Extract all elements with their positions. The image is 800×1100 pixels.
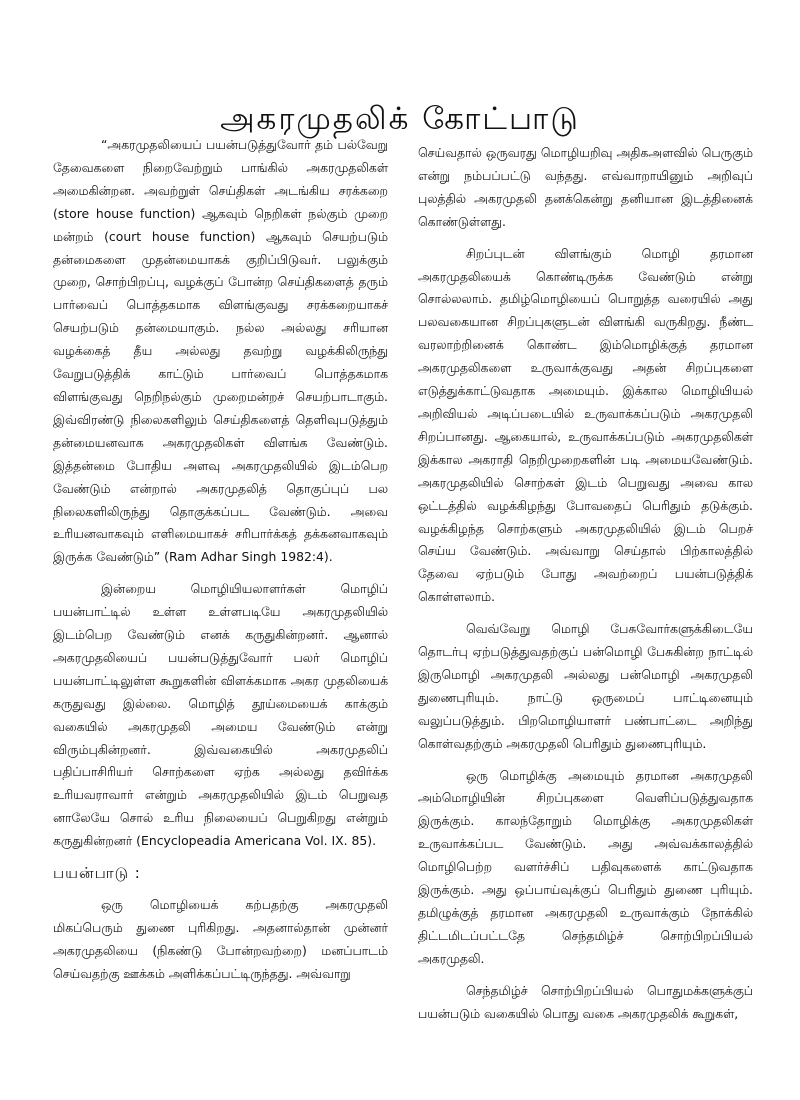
body-paragraph: சிறப்புடன் விளங்கும் மொழி தரமான அகரமுதலியைக் கொண்டிருக்க வேண்டும் என்று சொல்லலாம். தமிழ்மொழியைப் பொறுத்த வரையில் அது பலவகையான சிறப்புகளுடன் விளங்கி வருகிறது. நீண்ட வரலாற்றினைக் கொண்ட இம்மொழிக்குத் தரமான அகரமுதலிகளை உருவாக்குவது அதன் சிறப்புகளை எடுத்துக்காட்டுவதாக அமையும். இக்கால மொழியியல் அறிவியல் அடிப்படையில் உருவாக்கப்படும் அகரமுதலி சிறப்பானது. ஆகையால், உருவாக்கப்படும் அகரமுதலிகள் இக்கால அகராதி நெறிமுறைகளின் படி அமையவேண்டும். அகரமுதலியில் சொற்கள் இடம் பெறுவது அவை கால ஒட்டத்தில் வழக்கிழந்து போவதைப் பெரிதும் தடுக்கும். வழக்கிழந்த சொற்களும் அகரமுதலியில் இடம் பெறச் செய்ய வேண்டும். அவ்வாறு செய்தால் பிற்காலத்தில் தேவை ஏற்படும் போது அவற்றைப் பயன்படுத்திக் கொள்ளலாம். — [418, 245, 753, 605]
body-paragraph: ஒரு மொழிக்கு அமையும் தரமான அகரமுதலி அம்மொழியின் சிறப்புகளை வெளிப்படுத்துவதாக இருக்கும். காலந்தோறும் மொழிக்கு அகரமுதலிகள் உருவாக்கப்பட வேண்டும். அது அவ்வக்காலத்தில் மொழிபெற்ற வளர்ச்சிப் பதிவுகளைக் காட்டுவதாக இருக்கும். அது ஒப்பாய்வுக்குப் பெரிதும் துணை புரியும். தமிழுக்குத் தரமான அகரமுதலி உருவாக்கும் நோக்கில் திட்டமிடப்பட்டதே செந்தமிழ்ச் சொற்பிறப்பியல் அகரமுதலி. — [418, 767, 753, 966]
body-paragraph: செய்வதால் ஒருவரது மொழியறிவு அதிகஅளவில் பெருகும் என்று நம்பப்பட்டு வந்தது. எவ்வாறாயினும் அறிவுப் புலத்தில் அகரமுதலி தனக்கென்று தனியான இடத்தினைக் கொண்டுள்ளது. — [418, 145, 753, 229]
body-paragraph: வெவ்வேறு மொழி பேசுவோர்களுக்கிடையே தொடர்பு ஏற்படுத்துவதற்குப் பன்மொழி பேசுகின்ற நாட்டில் இருமொழி அகரமுதலி அல்லது பன்மொழி அகரமுதலி துணைபுரியும். நாட்டு ஒருமைப் பாட்டினையும் வலுப்படுத்தும். பிறமொழியாளர் பண்பாட்டை அறிந்து கொள்வதற்கும் அகரமுதலி பெரிதும் துணைபுரியும். — [418, 621, 753, 751]
page-title: அகரமுதலிக் கோட்பாடு — [220, 100, 580, 137]
quote-paragraph: “அகரமுதலியைப் பயன்படுத்துவோர் தம் பல்வேறு தேவைகளை நிறைவேற்றும் பாங்கில் அகரமுதலிகள் அமைகின்றன. அவற்றுள் செய்திகள் அடங்கிய சரக்கறை (store house function) ஆகவும் நெறிகள் நல்கும் முறை மன்றம் (court house function) ஆகவும் செயற்படும் தன்மைகளை முதன்மையாகக் குறிப்பிடுவர். பலுக்கும் முறை, சொற்பிறப்பு, வழக்குப் போன்ற செய்திகளைத் தரும் பார்வைப் பொத்தகமாக விளங்குவது சரக்கறையாகச் செயற்படும் தன்மையாகும். நல்ல அல்லது சரியான வழக்கைத் தீய அல்லது தவற்று வழக்கிலிருந்து வேறுபடுத்திக் காட்டும் பார்வைப் பொத்தகமாக விளங்குவது நெறிநல்கும் முறைமன்றச் செயற்பாடாகும். இவ்விரண்டு நிலைகளிலும் செய்திகளைத் தெளிவுபடுத்தும் தன்மையனவாக அகரமுதலிகள் விளங்க வேண்டும். இத்தன்மை போதிய அளவு அகரமுதலியில் இடம்பெற வேண்டும் என்றால் அகரமுதலித் தொகுப்புப் பல நிலைகளிலிருந்து தொகுக்கப்பட வேண்டும். அவை உரியனவாகவும் எளிமையாகச் சரிபார்க்கத் தக்கனவாகவும் இருக்க வேண்டும்” (Ram Adhar Singh 1982:4). — [53, 137, 388, 565]
body-paragraph: செந்தமிழ்ச் சொற்பிறப்பியல் பொதுமக்களுக்குப் பயன்படும் வகையில் பொது வகை அகரமுதலிக் கூறுகள், — [418, 982, 753, 1021]
body-paragraph: ஒரு மொழியைக் கற்பதற்கு அகரமுதலி மிகப்பெரும் துணை புரிகிறது. அதனால்தான் முன்னர் அகரமுதலியை (நிகண்டு போன்றவற்றை) மனப்பாடம் செய்வதற்கு ஊக்கம் அளிக்கப்பட்டிருந்தது. அவ்வாறு — [53, 897, 388, 981]
section-heading: பயன்பாடு : — [53, 864, 141, 883]
body-paragraph: இன்றைய மொழியியலாளர்கள் மொழிப் பயன்பாட்டில் உள்ள உள்ளபடியே அகரமுதலியில் இடம்பெற வேண்டும் எனக் கருதுகின்றனர். ஆனால் அகரமுதலியைப் பயன்படுத்துவோர் பலர் மொழிப் பயன்பாட்டிலுள்ள கூறுகளின் விளக்கமாக அகர முதலியைக் கருதுவது இல்லை. மொழித் தூய்மையைக் காக்கும் வகையில் அகரமுதலி அமைய வேண்டும் என்று விரும்புகின்றனர். இவ்வகையில் அகரமுதலிப் பதிப்பாசிரியர் சொற்களை ஏற்க அல்லது தவிர்க்க உரியவராவார் என்றும் அகரமுதலியில் இடம் பெறுவத னாலேயே சொல் உரிய நிலையைப் பெறுகிறது என்றும் கருதுகின்றனர் (Encyclopeadia Americana Vol. IX. 85). — [53, 581, 388, 849]
left-column — [53, 134, 388, 995]
right-column — [418, 142, 753, 1035]
